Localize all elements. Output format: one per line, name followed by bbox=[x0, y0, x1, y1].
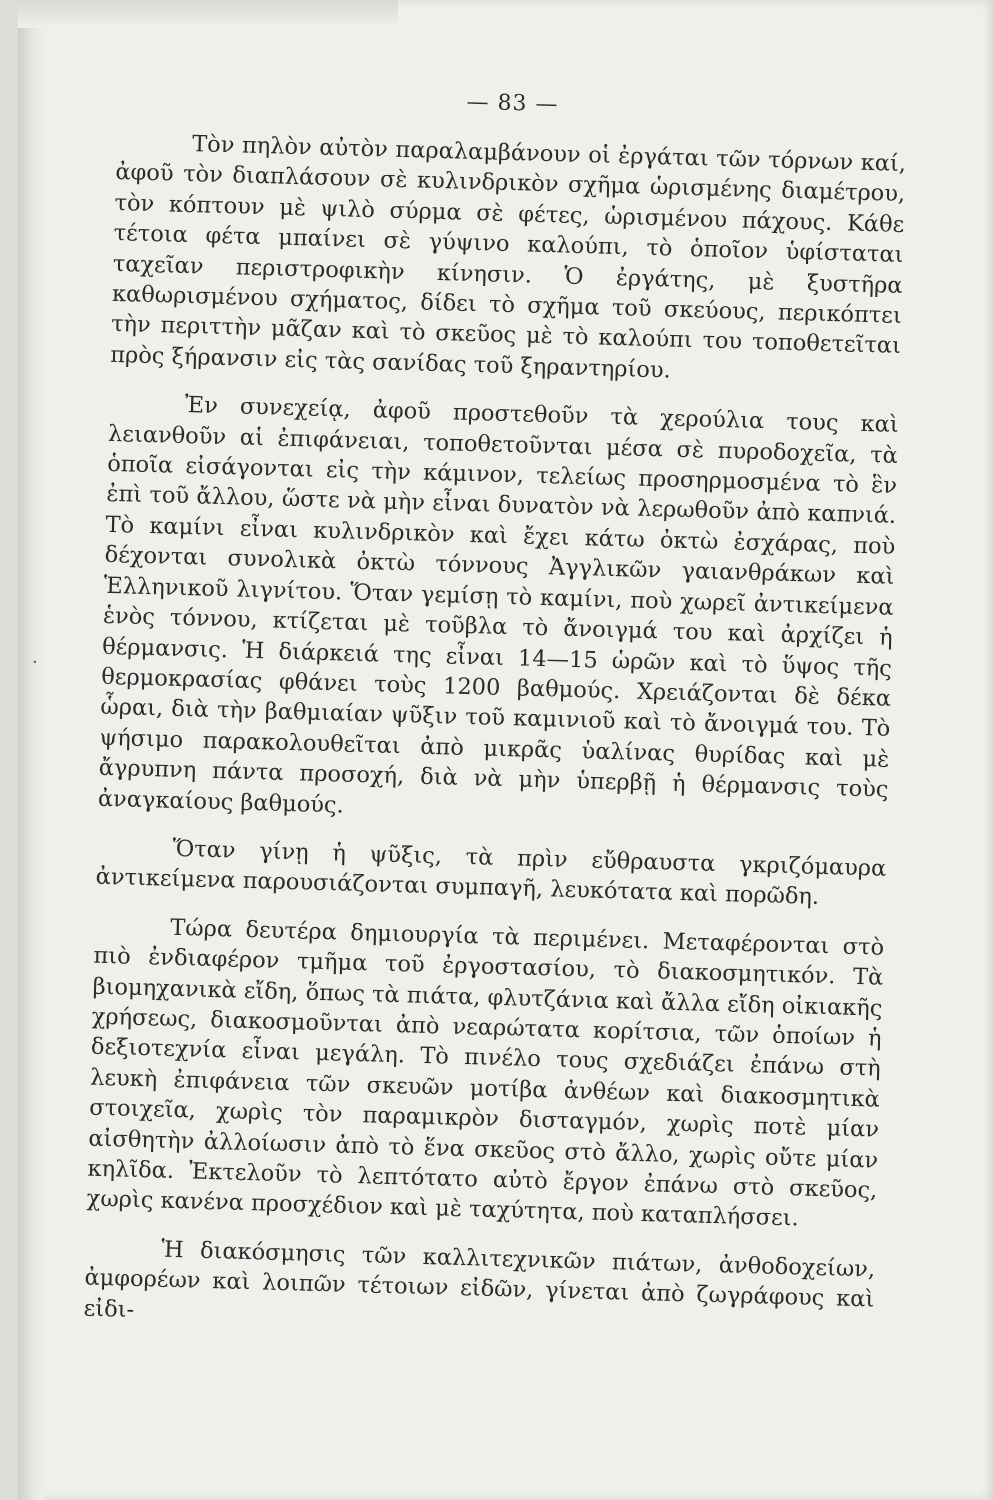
page-number: — 83 — bbox=[466, 89, 559, 118]
paragraph-5: Ἡ διακόσμησις τῶν καλλιτεχνικῶν πιάτων, ἀνθοδοχείων, ἀμφορέων καὶ λοιπῶν τέτοιων εἰδῶν, γίνεται ἀπὸ ζωγράφους καὶ εἰδι- bbox=[83, 1236, 876, 1323]
paragraph-4: Τώρα δευτέρα δημιουργία τὰ περιμένει. Μεταφέρονται στὸ πιὸ ἐνδιαφέρον τμῆμα τοῦ ἐργοστασίου, τὸ διακοσμητικόν. Τὰ βιομηχανικὰ εἴδη, ὅπως τὰ πιάτα, φλυτζάνια καὶ ἄλλα εἴδη οἰκιακῆς χρήσεως, διακοσμοῦνται ἀπὸ νεαρώτατα κορίτσια, τῶν ὁποίων ἡ δεξιοτεχνία εἶναι μεγάλη. Τὸ πινέλο τους σχεδιάζει ἐπάνω στὴ λευκὴ ἐπιφάνεια τῶν σκευῶν μοτίβα ἀνθέων καὶ διακοσμητικὰ στοιχεῖα, χωρὶς τὸν παραμικρὸν δισταγμόν, χωρὶς ποτὲ μίαν αἰσθητὴν ἀλλοίωσιν ἀπὸ τὸ ἕνα σκεῦος στὸ ἄλλο, χωρὶς οὔτε μίαν κηλῖδα. Ἐκτελοῦν τὸ λεπτότατο αὐτὸ ἔργον ἐπάνω στὸ σκεῦος, χωρὶς κανένα προσχέδιον καὶ μὲ ταχύτητα, ποὺ καταπλήσσει. bbox=[86, 914, 885, 1232]
paragraph-3: Ὅταν γίνῃ ἡ ψῦξις, τὰ πρὶν εὔθραυστα γκριζόμαυρα ἀντικείμενα παρουσιάζονται συμπαγῆ, λευκότατα καὶ πορῶδη. bbox=[95, 835, 887, 911]
torn-page-corner bbox=[18, 0, 398, 28]
paragraph-1: Τὸν πηλὸν αὐτὸν παραλαμβάνουν οἱ ἐργάται τῶν τόρνων καί, ἀφοῦ τὸν διαπλάσουν σὲ κυλινδρικὸν σχῆμα ὡρισμένης διαμέτρου, τὸν κόπτουν μὲ ψιλὸ σύρμα σὲ φέτες, ὡρισμένου πάχους. Κάθε τέτοια φέτα μπαίνει σὲ γύψινο καλούπι, τὸ ὁποῖον ὑφίσταται ταχεῖαν περιστροφικὴν κίνησιν. Ὁ ἐργάτης, μὲ ξυστῆρα καθωρισμένου σχήματος, δίδει τὸ σχῆμα τοῦ σκεύους, περικόπτει τὴν περιττὴν μᾶζαν καὶ τὸ σκεῦος μὲ τὸ καλούπι του τοποθετεῖται πρὸς ξήρανσιν εἰς τὰς σανίδας τοῦ ξηραντηρίου. bbox=[109, 131, 907, 384]
page-binding-edge bbox=[18, 0, 44, 1500]
paragraph-2: Ἐν συνεχείᾳ, ἀφοῦ προστεθοῦν τὰ χερούλια τους καὶ λειανθοῦν αἱ ἐπιφάνειαι, τοποθετοῦνται μέσα σὲ πυροδοχεῖα, τὰ ὁποῖα εἰσάγονται εἰς τὴν κάμινον, τελείως προσηρμοσμένα τὸ ἓν ἐπὶ τοῦ ἄλλου, ὥστε νὰ μὴν εἶναι δυνατὸν νὰ λερωθοῦν ἀπὸ καπνιά. Τὸ καμίνι εἶναι κυλινδρικὸν καὶ ἔχει κάτω ὀκτὼ ἐσχάρας, ποὺ δέχονται συνολικὰ ὀκτὼ τόννους Ἀγγλικῶν γαιανθράκων καὶ Ἑλληνικοῦ λιγνίτου. Ὅταν γεμίσῃ τὸ καμίνι, ποὺ χωρεῖ ἀντικείμενα ἑνὸς τόννου, κτίζεται μὲ τοῦβλα τὸ ἄνοιγμά του καὶ ἀρχίζει ἡ θέρμανσις. Ἡ διάρκειά της εἶναι 14—15 ὡρῶν καὶ τὸ ὕψος τῆς θερμοκρασίας φθάνει τοὺς 1200 βαθμούς. Χρειάζονται δὲ δέκα ὧραι, διὰ τὴν βαθμιαίαν ψῦξιν τοῦ καμινιοῦ καὶ τὸ ἄνοιγμά του. Τὸ ψήσιμο παρακολουθεῖται ἀπὸ μικρᾶς ὑαλίνας θυρίδας καὶ μὲ ἄγρυπνη πάντα προσοχή, διὰ νὰ μὴν ὑπερβῇ ἡ θέρμανσις τοὺς ἀναγκαίους βαθμούς. bbox=[97, 392, 900, 819]
page-text-block bbox=[83, 80, 908, 1364]
margin-dot-mark: · bbox=[32, 652, 38, 673]
book-page bbox=[18, 0, 994, 1500]
